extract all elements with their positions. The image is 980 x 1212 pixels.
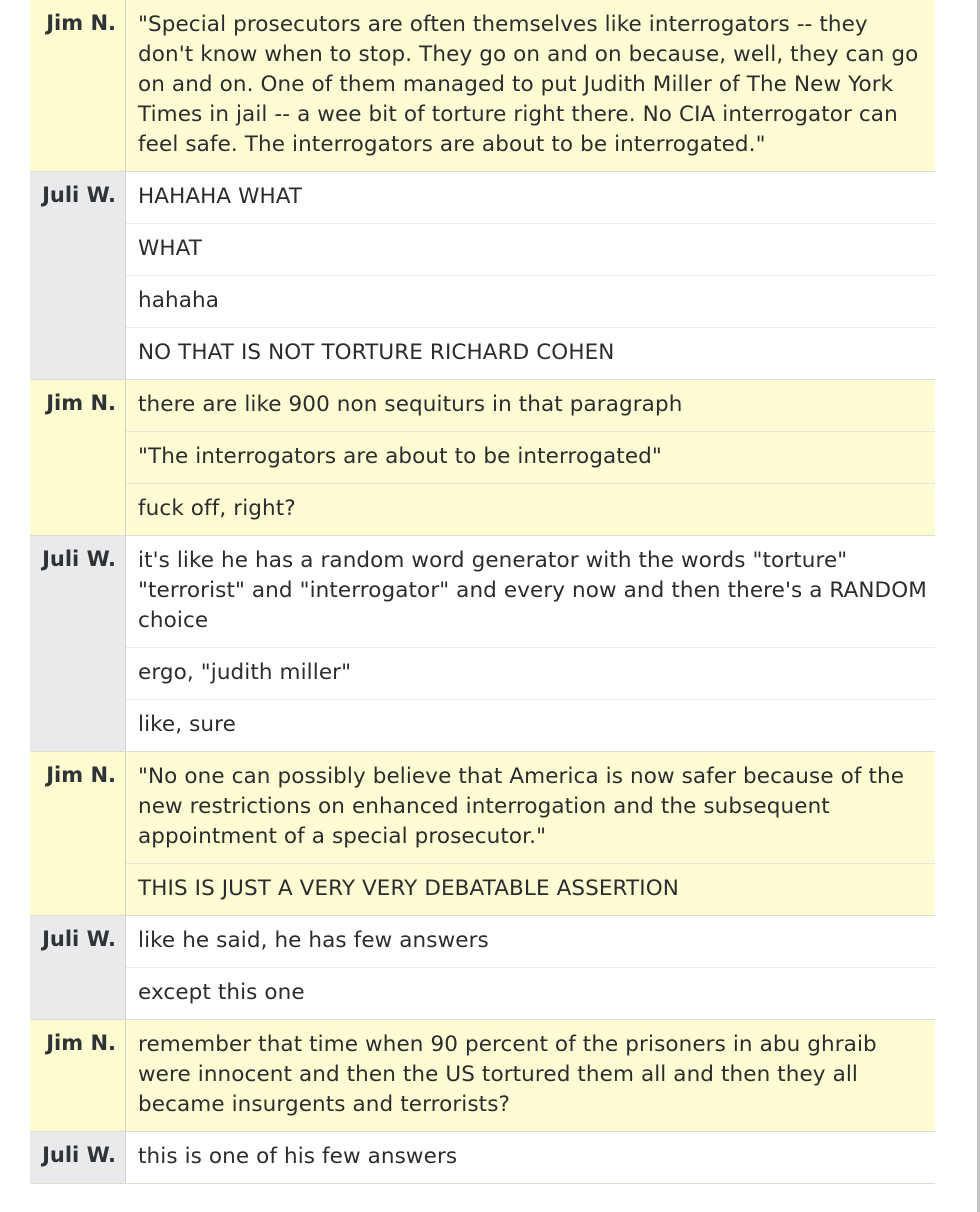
message-group-jim <box>30 0 935 172</box>
chat-transcript <box>30 0 935 1184</box>
message-group-jim <box>30 380 935 536</box>
message-list <box>126 916 935 1019</box>
chat-message: fuck off, right? <box>138 496 296 521</box>
message-list <box>126 1020 935 1131</box>
chat-message: hahaha <box>126 276 935 328</box>
chat-message: NO THAT IS NOT TORTURE RICHARD COHEN <box>138 340 615 365</box>
chat-message: there are like 900 non sequiturs in that paragraph <box>126 380 935 432</box>
message-list <box>126 380 935 535</box>
sender-name: Jim N. <box>30 1020 126 1131</box>
chat-message: HAHAHA WHAT <box>126 172 935 224</box>
message-list <box>126 752 935 915</box>
chat-message: THIS IS JUST A VERY VERY DEBATABLE ASSERTION <box>138 876 679 901</box>
sender-name: Juli W. <box>30 916 126 1019</box>
chat-message: WHAT <box>126 224 935 276</box>
chat-message: remember that time when 90 percent of the prisoners in abu ghraib were innocent and then the US tortured them all and then they all became insurgents and terrorists? <box>138 1032 877 1117</box>
sender-name: Jim N. <box>30 752 126 915</box>
message-group-jim <box>30 1020 935 1132</box>
chat-message: except this one <box>138 980 305 1005</box>
message-group-juli <box>30 172 935 380</box>
message-group-jim <box>30 752 935 916</box>
message-list <box>126 0 935 171</box>
chat-message: this is one of his few answers <box>138 1144 458 1169</box>
message-list <box>126 1132 935 1183</box>
message-group-juli <box>30 916 935 1020</box>
chat-message: "No one can possibly believe that America is now safer because of the new restrictions on enhanced interrogation and the subsequent appointment of a special prosecutor." <box>126 752 935 864</box>
sender-name: Jim N. <box>30 0 126 171</box>
chat-message: like he said, he has few answers <box>126 916 935 968</box>
message-list <box>126 172 935 379</box>
chat-message: it's like he has a random word generator with the words "torture" "terrorist" and "interrogator" and every now and then there's a RANDOM choice <box>126 536 935 648</box>
chat-message: "Special prosecutors are often themselves like interrogators -- they don't know when to stop. They go on and on because, well, they can go on and on. One of them managed to put Judith Miller of The New York Times in jail -- a wee bit of torture right there. No CIA interrogator can feel safe. The interrogators are about to be interrogated." <box>138 12 919 157</box>
chat-message: like, sure <box>138 712 236 737</box>
message-group-juli <box>30 1132 935 1184</box>
chat-message: ergo, "judith miller" <box>126 648 935 700</box>
sender-name: Jim N. <box>30 380 126 535</box>
sender-name: Juli W. <box>30 536 126 751</box>
sender-name: Juli W. <box>30 1132 126 1183</box>
message-group-juli <box>30 536 935 752</box>
sender-name: Juli W. <box>30 172 126 379</box>
chat-message: "The interrogators are about to be interrogated" <box>126 432 935 484</box>
message-list <box>126 536 935 751</box>
